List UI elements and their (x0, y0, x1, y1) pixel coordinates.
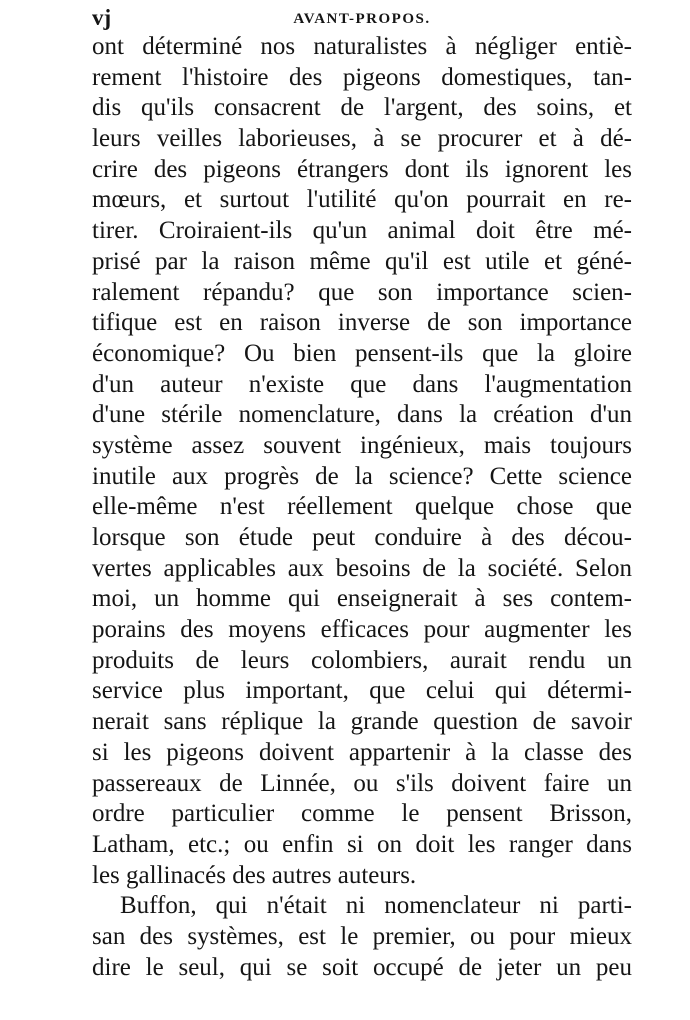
text-line: d'une stérile nomenclature, dans la création d'un (92, 401, 632, 429)
page-header (92, 6, 632, 30)
text-line: ralement répandu? que son importance scien- (92, 278, 632, 306)
text-line: rement l'histoire des pigeons domestiques, tan- (92, 63, 632, 91)
text-line: inutile aux progrès de la science? Cette science (92, 462, 632, 490)
text-line: dire le seul, qui se soit occupé de jeter un peu (92, 953, 632, 981)
text-line: san des systèmes, est le premier, ou pour mieux (92, 922, 632, 950)
text-line: système assez souvent ingénieux, mais toujours (92, 431, 632, 459)
text-line: si les pigeons doivent appartenir à la classe des (92, 738, 632, 766)
text-line: tifique est en raison inverse de son importance (92, 309, 632, 337)
running-head: AVANT-PROPOS. (293, 11, 431, 27)
text-line: économique? Ou bien pensent-ils que la gloire (92, 339, 632, 367)
text-line: crire des pigeons étrangers dont ils ignorent les (92, 155, 632, 183)
text-line: dis qu'ils consacrent de l'argent, des soins, et (92, 94, 632, 122)
text-line: produits de leurs colombiers, aurait rendu un (92, 646, 632, 674)
text-line: mœurs, et surtout l'utilité qu'on pourrait en re- (92, 186, 632, 214)
text-line: prisé par la raison même qu'il est utile et géné- (92, 247, 632, 275)
text-line: moi, un homme qui enseignerait à ses contem- (92, 585, 632, 613)
text-line: nerait sans réplique la grande question de savoir (92, 708, 632, 736)
text-line: ordre particulier comme le pensent Brisson, (92, 800, 632, 828)
page-number: vj (92, 5, 112, 30)
text-line: leurs veilles laborieuses, à se procurer et à dé- (92, 125, 632, 153)
text-line: ont déterminé nos naturalistes à négliger entiè- (92, 33, 632, 60)
text-line: tirer. Croiraient-ils qu'un animal doit être mé- (92, 217, 632, 245)
text-line: passereaux de Linnée, ou s'ils doivent faire un (92, 769, 632, 797)
text-line: Latham, etc.; ou enfin si on doit les ranger dans (92, 830, 632, 858)
paragraph-end-line: les gallinacés des autres auteurs. (92, 861, 417, 889)
text-line: elle-même n'est réellement quelque chose que (92, 493, 632, 521)
text-line: d'un auteur n'existe que dans l'augmentation (92, 370, 632, 398)
paragraph-start-line: Buffon, qui n'était ni nomenclateur ni parti- (120, 892, 632, 920)
text-line: service plus important, que celui qui détermi- (92, 677, 632, 705)
body-text (92, 32, 632, 983)
text-line: lorsque son étude peut conduire à des décou- (92, 524, 632, 551)
text-line: vertes applicables aux besoins de la société. Selon (92, 554, 632, 582)
text-line: porains des moyens efficaces pour augmenter les (92, 616, 632, 644)
